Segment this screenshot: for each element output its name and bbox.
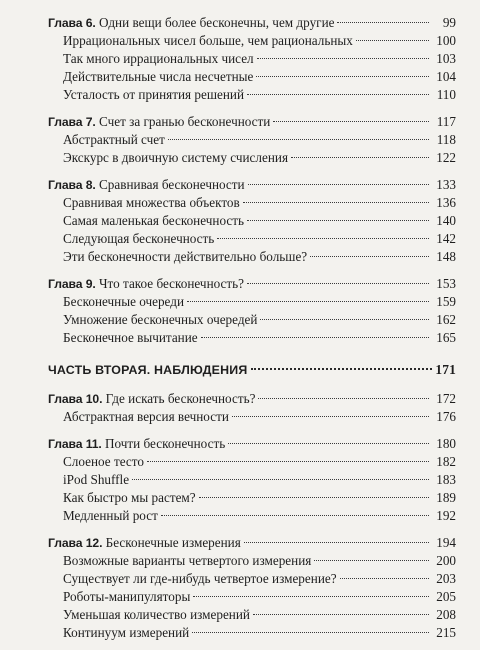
dot-leader xyxy=(314,560,429,561)
toc-chapter-11 xyxy=(48,435,456,453)
dot-leader xyxy=(247,283,429,284)
dot-leader xyxy=(260,319,429,320)
section-title: Самая маленькая бесконечность xyxy=(63,213,244,228)
dot-leader xyxy=(251,368,433,370)
toc-section xyxy=(63,507,456,525)
page-number: 182 xyxy=(436,454,456,469)
page-number: 153 xyxy=(436,276,456,291)
toc-section xyxy=(63,588,456,606)
dot-leader xyxy=(247,94,429,95)
dot-leader xyxy=(337,22,429,23)
chapter-title: Одни вещи более бесконечны, чем другие xyxy=(98,15,335,30)
page-number: 200 xyxy=(436,553,456,568)
toc-chapter-9 xyxy=(48,275,456,293)
toc-section xyxy=(63,489,456,507)
toc-section xyxy=(63,570,456,588)
page-number: 165 xyxy=(436,330,456,345)
part-title: ЧАСТЬ ВТОРАЯ. НАБЛЮДЕНИЯ xyxy=(48,363,248,377)
page-number: 100 xyxy=(436,33,456,48)
toc-section xyxy=(63,131,456,149)
section-title: Уменьшая количество измерений xyxy=(63,607,250,622)
page-number: 208 xyxy=(436,607,456,622)
section-title: Эти бесконечности действительно больше? xyxy=(63,249,308,264)
dot-leader xyxy=(199,497,429,498)
page-number: 171 xyxy=(435,362,456,377)
dot-leader xyxy=(291,157,429,158)
toc-section xyxy=(63,329,456,347)
page-number: 203 xyxy=(436,571,456,586)
toc-section xyxy=(63,248,456,266)
section-title: Абстрактная версия вечности xyxy=(63,409,229,424)
toc-section xyxy=(63,606,456,624)
section-title: Слоеное тесто xyxy=(63,454,144,469)
spacer xyxy=(48,104,456,113)
toc-section xyxy=(63,212,456,230)
section-title: Континуум измерений xyxy=(63,625,190,640)
page-number: 122 xyxy=(436,150,456,165)
section-title: Так много иррациональных чисел xyxy=(63,51,254,66)
page-number: 192 xyxy=(436,508,456,523)
dot-leader xyxy=(247,220,429,221)
toc-section xyxy=(63,68,456,86)
page-number: 99 xyxy=(442,15,456,30)
page-number: 189 xyxy=(436,490,456,505)
page-number: 205 xyxy=(436,589,456,604)
chapter-heading xyxy=(48,113,270,131)
page-number: 180 xyxy=(436,436,456,451)
section-title: Роботы-манипуляторы xyxy=(63,589,191,604)
page-number: 103 xyxy=(436,51,456,66)
toc-chapter-8 xyxy=(48,176,456,194)
chapter-heading xyxy=(48,534,241,552)
toc-section xyxy=(63,471,456,489)
dot-leader xyxy=(253,614,429,615)
toc-section xyxy=(63,293,456,311)
section-title: iPod Shuffle xyxy=(63,472,130,487)
page-number: 118 xyxy=(436,132,456,147)
dot-leader xyxy=(193,596,429,597)
chapter-heading xyxy=(48,390,255,408)
toc-chapter-10 xyxy=(48,390,456,408)
section-title: Действительные числа несчетные xyxy=(63,69,254,84)
section-title: Умножение бесконечных очередей xyxy=(63,312,258,327)
toc-section xyxy=(63,453,456,471)
page-number: 133 xyxy=(436,177,456,192)
dot-leader xyxy=(168,139,429,140)
chapter-title: Бесконечные измерения xyxy=(105,535,241,550)
section-title: Абстрактный счет xyxy=(63,132,165,147)
dot-leader xyxy=(132,479,429,480)
page-number: 104 xyxy=(436,69,456,84)
page-number: 176 xyxy=(436,409,456,424)
section-title: Существует ли где-нибудь четвертое измерение? xyxy=(63,571,337,586)
dot-leader xyxy=(258,398,429,399)
section-title: Сравнивая множества объектов xyxy=(63,195,240,210)
dot-leader xyxy=(147,461,429,462)
chapter-label: Глава 12. xyxy=(48,536,103,550)
page-number: 117 xyxy=(436,114,456,129)
toc-chapter-12 xyxy=(48,534,456,552)
chapter-label: Глава 6. xyxy=(48,16,96,30)
page-number: 110 xyxy=(436,87,456,102)
chapter-heading xyxy=(48,275,244,293)
chapter-title: Что такое бесконечность? xyxy=(98,276,245,291)
page-number: 140 xyxy=(436,213,456,228)
dot-leader xyxy=(256,76,429,77)
dot-leader xyxy=(187,301,429,302)
toc-section xyxy=(63,408,456,426)
dot-leader xyxy=(228,443,429,444)
chapter-title: Сравнивая бесконечности xyxy=(98,177,245,192)
page-number: 159 xyxy=(436,294,456,309)
toc-section xyxy=(63,86,456,104)
page-number: 215 xyxy=(436,625,456,640)
chapter-heading xyxy=(48,176,245,194)
dot-leader xyxy=(273,121,429,122)
section-title: Усталость от принятия решений xyxy=(63,87,245,102)
spacer xyxy=(48,525,456,534)
page-number: 136 xyxy=(436,195,456,210)
toc-chapter-6 xyxy=(48,14,456,32)
section-title: Как быстро мы растем? xyxy=(63,490,196,505)
toc-section xyxy=(63,194,456,212)
dot-leader xyxy=(217,238,429,239)
toc-chapter-7 xyxy=(48,113,456,131)
page-number: 183 xyxy=(436,472,456,487)
dot-leader xyxy=(161,515,429,516)
chapter-heading xyxy=(48,435,225,453)
dot-leader xyxy=(232,416,429,417)
toc-part-2 xyxy=(48,361,456,379)
dot-leader xyxy=(244,542,429,543)
spacer xyxy=(48,426,456,435)
toc-section xyxy=(63,50,456,68)
section-title: Следующая бесконечность xyxy=(63,231,215,246)
chapter-label: Глава 9. xyxy=(48,277,96,291)
section-title: Экскурс в двоичную систему счисления xyxy=(63,150,289,165)
chapter-label: Глава 8. xyxy=(48,178,96,192)
spacer xyxy=(48,167,456,176)
chapter-title: Счет за гранью бесконечности xyxy=(98,114,271,129)
dot-leader xyxy=(340,578,429,579)
dot-leader xyxy=(257,58,429,59)
toc-section xyxy=(63,32,456,50)
page-number: 172 xyxy=(436,391,456,406)
dot-leader xyxy=(248,184,429,185)
page-number: 194 xyxy=(436,535,456,550)
chapter-title: Почти бесконечность xyxy=(104,436,226,451)
dot-leader xyxy=(310,256,429,257)
section-title: Возможные варианты четвертого измерения xyxy=(63,553,312,568)
dot-leader xyxy=(356,40,429,41)
toc-section xyxy=(63,149,456,167)
toc-section xyxy=(63,552,456,570)
toc-section xyxy=(63,230,456,248)
chapter-title: Где искать бесконечность? xyxy=(105,391,256,406)
section-title: Бесконечные очереди xyxy=(63,294,184,309)
toc-section xyxy=(63,624,456,642)
toc-section xyxy=(63,311,456,329)
section-title: Иррациональных чисел больше, чем рациональных xyxy=(63,33,353,48)
page-number: 148 xyxy=(436,249,456,264)
chapter-heading xyxy=(48,14,334,32)
chapter-label: Глава 11. xyxy=(48,437,102,451)
page-number: 162 xyxy=(436,312,456,327)
chapter-label: Глава 10. xyxy=(48,392,103,406)
section-title: Бесконечное вычитание xyxy=(63,330,198,345)
dot-leader xyxy=(201,337,429,338)
spacer xyxy=(48,266,456,275)
chapter-label: Глава 7. xyxy=(48,115,96,129)
dot-leader xyxy=(243,202,429,203)
dot-leader xyxy=(192,632,429,633)
page-number: 142 xyxy=(436,231,456,246)
section-title: Медленный рост xyxy=(63,508,158,523)
